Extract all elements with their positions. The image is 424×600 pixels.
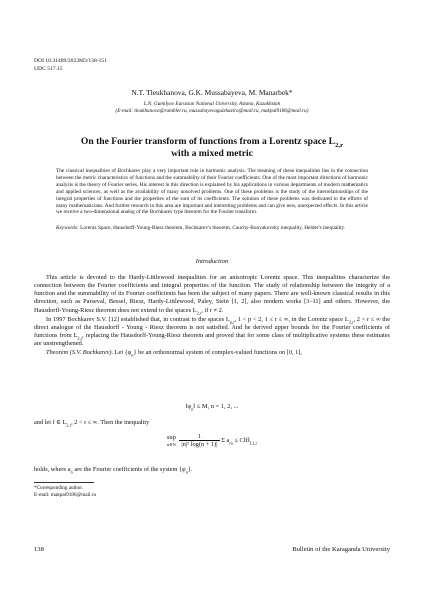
- keywords: [56, 225, 368, 232]
- introduction-body: [34, 274, 390, 358]
- formula-1-b: ‖ ≤ M, n = 1, 2, ...: [193, 403, 239, 410]
- and-let-line: [34, 419, 390, 427]
- author-list: N.T. Tleukhanova, G.K. Mussabayeva, M. Manarbek*: [131, 88, 293, 97]
- udc-line: UDC 517.15: [34, 66, 63, 72]
- keywords-text: Lorentz Space, Hausdorff-Young-Riesz theorem, Bochkarev's theorem, Cauchy-Bunyakovsky inequality, Helder's inequality.: [80, 225, 346, 231]
- paragraph-1: [34, 274, 390, 315]
- footnote-corresponding: *Corresponding author.: [34, 485, 83, 491]
- subscript: 2,r: [196, 309, 202, 315]
- title-line-2: with a mixed metric: [171, 148, 253, 159]
- summation: Σ a: [221, 437, 230, 444]
- abstract: The classical inequalities of Bochkarev play a very important role in harmonic analysis. The meaning of these inequalities lies in the connection between the metric characteristics of functions and the summability of their Fourier coefficients. One of the most important directions of harmonic analysis is the theory of Fourier series. His interest in this direction is explained by his applications in various departments of modern mathematics and applied sciences, as well as the availability of many unsolved problems. One of these problems is the study of the interrelationships of the integral properties of functions and the properties of the sum of its coefficients. The solution of these problems was dedicated to the efforts of many mathematicians. And further research in this area are important and interesting problems and can give new, unexpected effects. In this article we receive a two-dimensional analog of the Bochkarev type theorem for the Fourier transform.: [56, 168, 368, 216]
- page-number: 138: [34, 546, 44, 553]
- theorem-statement: Theorem (S.V. Bochkarev). Let $\{\varphi_n\}$ be an orthonormal system of complex-valued functions on [0, 1],: [46, 349, 302, 358]
- footnote-rule: [34, 482, 94, 483]
- doi-line: DOI 10.31489/2023M3/138-151: [34, 58, 108, 64]
- formula-bochkarev-inequality: sup n∈N $\frac{1}{\text{|n|¹ log(n + 1)|}}$ Σ $a_m$ ≤ $C‖f‖_{L2,r}$: [166, 433, 258, 448]
- section-heading-introduction: Introduction: [195, 258, 229, 265]
- paragraph-1-end: , if r ≠ 2.: [201, 306, 224, 314]
- sup-subscript: n∈N: [166, 441, 176, 447]
- paragraph-2: [34, 316, 390, 349]
- journal-name: Bulletin of the Karaganda University: [292, 546, 390, 553]
- paragraph-1-text: This article is devoted to the Hardy-Littlewood inequalities for an anisotropic Lorentz space. This inequalities characterize the connection between the Fourier coefficients and integral properties of the function. The study of relationship between the integrity of a function and the summability of its Fourier coefficients has been the subject of many papers. There are well-known classical results in this direction, such as Parseval, Bessel, Riesz, Hardy-Littlewood, Paley, Stein [1, 2], also modern works [3–11] and others. However, the Hausdorff-Young-Riesz theorem does not extend to the spaces L: [34, 274, 390, 314]
- supremum: [167, 434, 176, 448]
- formula-norm-bound: $‖\varphi_n‖ \le M$, n = 1, 2, ...: [185, 403, 239, 412]
- subscript: 2,r: [77, 335, 83, 341]
- title-subscript: 2,r: [335, 141, 344, 149]
- paragraph-2-text-d: , replacing the Hausdorff-Young-Riesz theorem and proved that for some class of multiplicative systems these estimates are unstrengthened.: [34, 332, 390, 348]
- sup-operator: sup: [166, 433, 176, 441]
- norm-subscript: L2,r: [249, 440, 258, 446]
- affiliation-line-1: L.N. Gumilyov Eurasian National University, Astana, Kazakhstan: [143, 101, 281, 107]
- theorem-text: Let {φ: [114, 349, 132, 357]
- subscript: 2,r: [66, 422, 72, 428]
- and-let-text: and let f ∈ L: [34, 419, 67, 426]
- title-line-1: On the Fourier transform of functions from a Lorentz space L: [80, 136, 336, 147]
- footnote-email: E-mail: makpal9186@mail.ru: [34, 492, 97, 498]
- inequality-rhs: ≤ C‖f‖: [232, 437, 250, 444]
- keywords-label: Keywords:: [56, 225, 79, 231]
- holds-text-c: }.: [187, 466, 193, 473]
- subscript: p,r: [229, 319, 235, 325]
- fraction-denominator: |n|¹ log(n + 1)|: [181, 441, 218, 448]
- affiliation-emails: (E-mail: tleukhanova@rambler.ru, mussabayevagulzhazira@mail.ru, makpal9186@mail.ru): [115, 108, 309, 114]
- paragraph-2-text: In 1997 Bochkarev S.V. [12] established that, in contrast to the spaces L: [46, 315, 230, 323]
- paragraph-2-text-b: , 1 < p < 2, 1 ≤ r ≤ ∞, in the Lorentz space L: [234, 315, 349, 323]
- subscript: 2,r: [348, 319, 354, 325]
- holds-text: holds, where a: [34, 466, 71, 473]
- paragraph-2-text-c: , 2 < r ≤ ∞ the direct analogue of the Hausdorff - Young - Riesz theorem is not satisfied. And he derived upper bounds for the Fourier coefficients of functions from L: [34, 315, 390, 340]
- and-let-end: , 2 < r ≤ ∞. Then the inequality: [71, 419, 150, 426]
- fraction-numerator: 1: [179, 433, 219, 441]
- fraction: [179, 433, 219, 448]
- theorem-text-b: } be an orthonormal system of complex-valued functions on [0, 1],: [133, 349, 302, 357]
- formula-1-a: ‖φ: [185, 403, 192, 410]
- holds-line: holds, where $a_n$ are the Fourier coefficients of the system $\{\varphi_n\}$.: [34, 466, 193, 475]
- paper-title: [40, 136, 384, 160]
- holds-text-b: are the Fourier coefficients of the system {φ: [72, 466, 186, 473]
- theorem-label: Theorem (S.V. Bochkarev).: [46, 349, 114, 357]
